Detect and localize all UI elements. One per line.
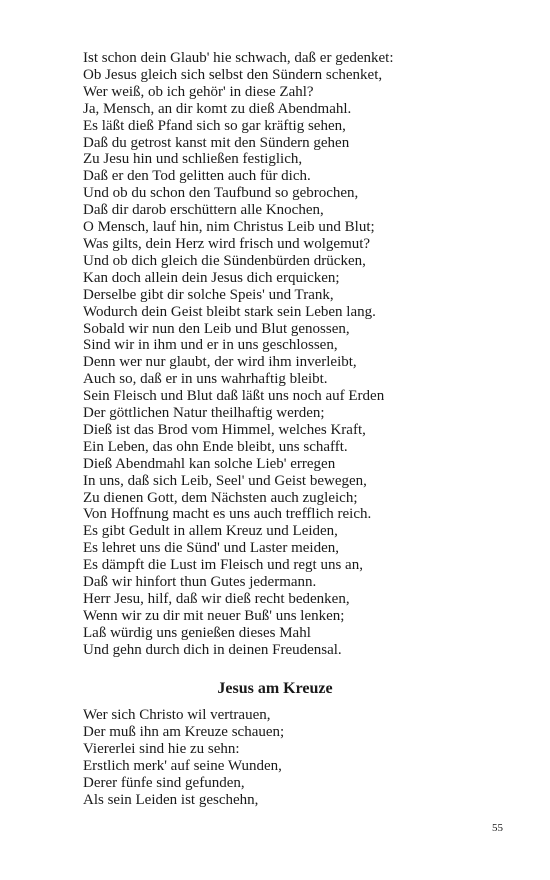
poem-line: Dieß Abendmahl kan solche Lieb' erregen [83, 455, 336, 472]
poem-line: Auch so, daß er in uns wahrhaftig bleibt. [83, 371, 328, 388]
poem-line: Wenn wir zu dir mit neuer Buß' uns lenken; [83, 607, 345, 624]
poem-line: Sobald wir nun den Leib und Blut genossen, [83, 320, 350, 337]
poem-line: Ist schon dein Glaub' hie schwach, daß er gedenket: [83, 50, 394, 66]
poem-line: Derselbe gibt dir solche Speis' und Trank, [83, 286, 334, 303]
poem-line: Es läßt dieß Pfand sich so gar kräftig sehen, [83, 117, 346, 134]
poem-line: Was gilts, dein Herz wird frisch und wolgemut? [83, 235, 371, 252]
poem-line: Der göttlichen Natur theilhaftig werden; [83, 405, 325, 422]
poem-stanza-second [83, 707, 503, 808]
poem-line: Es lehret uns die Sünd' und Laster meiden, [83, 540, 339, 557]
poem-line: Zu dienen Gott, dem Nächsten auch zugleich; [83, 489, 358, 506]
poem-line: Der muß ihn am Kreuze schauen; [83, 723, 285, 740]
poem-line: Wer weiß, ob ich gehör' in diese Zahl? [83, 83, 314, 100]
poem-line: O Mensch, lauf hin, nim Christus Leib und Blut; [83, 219, 375, 236]
poem-line: Kan doch allein dein Jesus dich erquicken; [83, 269, 340, 286]
page-number: 55 [492, 822, 503, 834]
poem-heading: Jesus am Kreuze [217, 680, 333, 697]
poem-line: Und gehn durch dich in deinen Freudensal. [83, 641, 342, 658]
poem-line: Als sein Leiden ist geschehn, [83, 791, 259, 808]
poem-line: Zu Jesu hin und schließen festiglich, [83, 151, 303, 168]
poem-line: Ein Leben, das ohn Ende bleibt, uns schafft. [83, 438, 348, 455]
poem-line: Derer fünfe sind gefunden, [83, 774, 245, 791]
poem-line: Wodurch dein Geist bleibt stark sein Leben lang. [83, 303, 376, 320]
poem-stanza-first [83, 50, 503, 659]
poem-line: Von Hoffnung macht es uns auch trefflich reich. [83, 506, 372, 523]
poem-line: Daß er den Tod gelitten auch für dich. [83, 168, 311, 185]
poem-line: Denn wer nur glaubt, der wird ihm inverleibt, [83, 354, 357, 371]
poem-line: In uns, daß sich Leib, Seel' und Geist bewegen, [83, 472, 367, 489]
poem-line: Sind wir in ihm und er in uns geschlossen, [83, 337, 338, 354]
poem-line: Ob Jesus gleich sich selbst den Sündern schenket, [83, 66, 383, 83]
poem-line: Ja, Mensch, an dir komt zu dieß Abendmahl. [83, 100, 352, 117]
poem-line: Erstlich merk' auf seine Wunden, [83, 757, 282, 774]
poem-line: Es dämpft die Lust im Fleisch und regt uns an, [83, 557, 363, 574]
poem-line: Dieß ist das Brod vom Himmel, welches Kraft, [83, 421, 366, 438]
poem-line: Es gibt Gedult in allem Kreuz und Leiden, [83, 523, 338, 540]
poem-line: Und ob dich gleich die Sündenbürden drücken, [83, 252, 366, 269]
poem-line: Daß wir hinfort thun Gutes jedermann. [83, 574, 317, 591]
poem-line: Und ob du schon den Taufbund so gebrochen, [83, 185, 359, 202]
poem-line: Wer sich Christo wil vertrauen, [83, 707, 271, 723]
poem-line: Laß würdig uns genießen dieses Mahl [83, 624, 311, 641]
poem-line: Viererlei sind hie zu sehn: [83, 740, 240, 757]
poem-line: Daß dir darob erschüttern alle Knochen, [83, 202, 324, 219]
poem-line: Herr Jesu, hilf, daß wir dieß recht bedenken, [83, 591, 350, 607]
poem-line: Daß du getrost kanst mit den Sündern gehen [83, 134, 350, 151]
poem-line: Sein Fleisch und Blut daß läßt uns noch auf Erden [83, 388, 385, 405]
